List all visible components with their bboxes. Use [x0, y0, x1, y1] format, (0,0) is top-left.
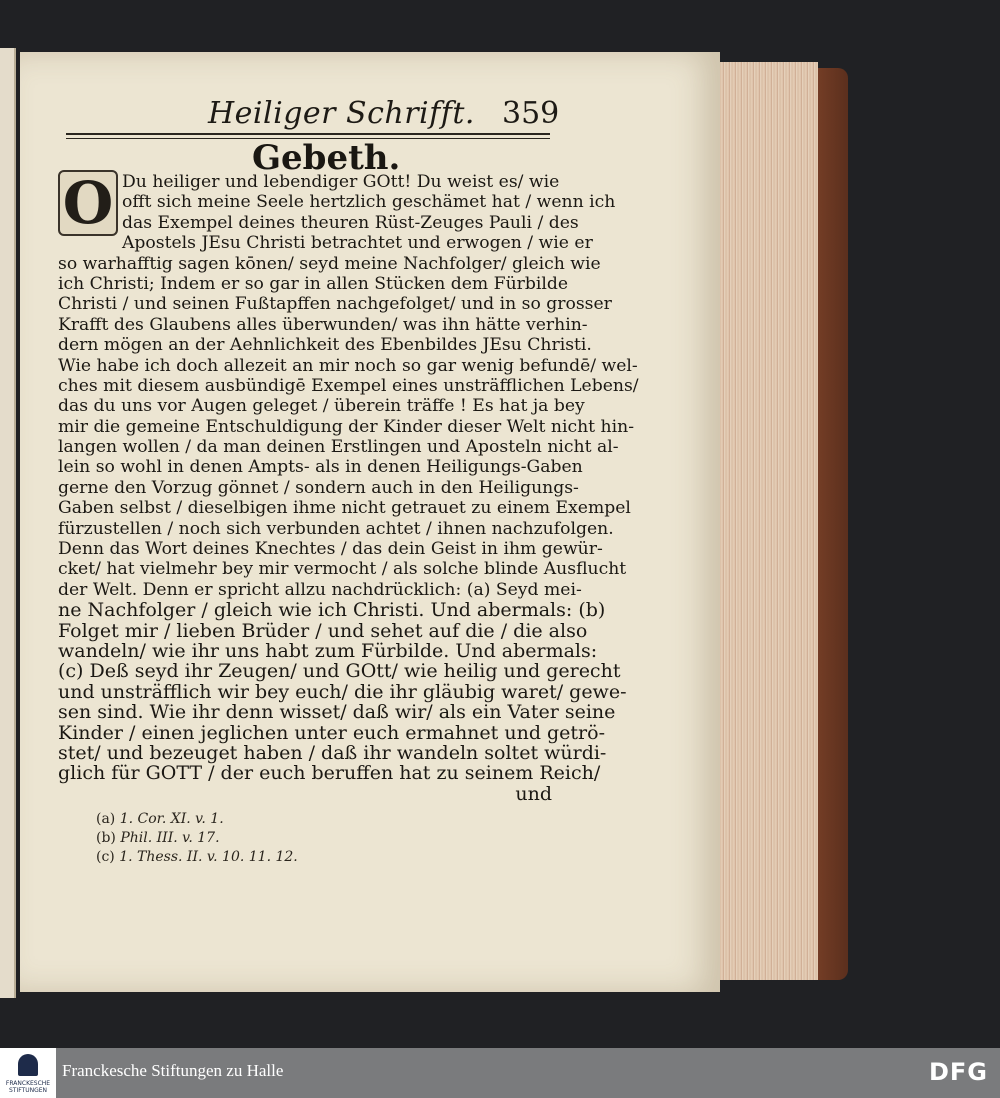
- text-line: der Welt. Denn er spricht allzu nachdrücklich: (a) Seyd mei-: [58, 579, 582, 600]
- text-line: das Exempel deines theuren Rüst-Zeuges Pauli / des: [122, 212, 579, 233]
- footnotes: [96, 810, 298, 867]
- footnote-marker: (b): [96, 830, 116, 846]
- logo-label: FRANCKESCHE STIFTUNGEN: [5, 1080, 51, 1094]
- text-line: das du uns vor Augen geleget / überein träffe ! Es hat ja bey: [58, 396, 585, 417]
- text-line: mir die gemeine Entschuldigung der Kinder dieser Welt nicht hin-: [58, 416, 634, 437]
- section-title: Gebeth.: [252, 138, 401, 178]
- footnote: [96, 829, 298, 848]
- text-line: dern mögen an der Aehnlichkeit des Ebenbildes JEsu Christi.: [58, 335, 592, 356]
- text-line: gerne den Vorzug gönnet / sondern auch in den Heiligungs-: [58, 477, 579, 498]
- page-number: 359: [502, 96, 560, 131]
- text-line: ches mit diesem ausbündigē Exempel eines unsträfflichen Lebens/: [58, 375, 639, 396]
- text-line: cket/ hat vielmehr bey mir vermocht / als solche blinde Ausflucht: [58, 559, 627, 580]
- text-line: wandeln/ wie ihr uns habt zum Fürbilde. Und abermals:: [58, 639, 598, 662]
- text-line: stet/ und bezeuget haben / daß ihr wandeln soltet würdi-: [58, 741, 607, 764]
- catchword: und: [515, 782, 552, 805]
- footnote: [96, 810, 298, 829]
- text-line: Christi / und seinen Fußtapffen nachgefolget/ und in so grosser: [58, 294, 612, 315]
- footnote-reference: 1. Thess. II. v. 10. 11. 12.: [119, 849, 298, 865]
- text-line: Apostels JEsu Christi betrachtet und erwogen / wie er: [122, 233, 593, 254]
- text-line: langen wollen / da man deinen Erstlingen und Aposteln nicht al-: [58, 437, 619, 458]
- text-line: so warhafftig sagen kōnen/ seyd meine Nachfolger/ gleich wie: [58, 253, 601, 274]
- institution-link[interactable]: Franckesche Stiftungen zu Halle: [62, 1061, 284, 1080]
- building-icon: [18, 1054, 38, 1076]
- text-line: glich für GOTT / der euch beruffen hat zu seinem Reich/: [58, 762, 601, 785]
- page-block-edges: [712, 62, 818, 980]
- dfg-logo[interactable]: DFG: [928, 1058, 988, 1086]
- text-line: ich Christi; Indem er so gar in allen Stücken dem Fürbilde: [58, 273, 569, 294]
- text-line: fürzustellen / noch sich verbunden achtet / ihnen nachzufolgen.: [58, 518, 614, 539]
- header-rule: [66, 133, 550, 135]
- text-line: Wie habe ich doch allezeit an mir noch so gar wenig befundē/ wel-: [58, 355, 638, 376]
- running-head: Heiliger Schrifft.: [208, 96, 475, 131]
- text-line: und unsträfflich wir bey euch/ die ihr gläubig waret/ gewe-: [58, 680, 627, 703]
- footnote-reference: 1. Cor. XI. v. 1.: [119, 811, 224, 827]
- text-line: Folget mir / lieben Brüder / und sehet auf die / die also: [58, 619, 588, 642]
- text-line: lein so wohl in denen Ampts- als in denen Heiligungs-Gaben: [58, 457, 583, 478]
- footnote-reference: Phil. III. v. 17.: [120, 830, 220, 846]
- footnote: [96, 848, 298, 867]
- previous-page-edge: [0, 48, 16, 998]
- text-line: Krafft des Glaubens alles überwunden/ was ihn hätte verhin-: [58, 314, 588, 335]
- text-line: ne Nachfolger / gleich wie ich Christi. Und abermals: (b): [58, 599, 606, 622]
- text-line: (c) Deß seyd ihr Zeugen/ und GOtt/ wie heilig und gerecht: [58, 660, 621, 683]
- footnote-marker: (a): [96, 811, 116, 827]
- text-line: sen sind. Wie ihr denn wisset/ daß wir/ als ein Vater seine: [58, 701, 616, 724]
- text-line: Kinder / einen jeglichen unter euch ermahnet und getrö-: [58, 721, 606, 744]
- decorated-initial: O: [58, 170, 118, 236]
- footnote-marker: (c): [96, 849, 115, 865]
- text-line: Gaben selbst / dieselbigen ihme nicht getrauet zu einem Exempel: [58, 498, 631, 519]
- text-line: Du heiliger und lebendiger GOtt! Du weist es/ wie: [122, 172, 560, 192]
- franckesche-stiftungen-logo[interactable]: [0, 1048, 56, 1098]
- text-line: Denn das Wort deines Knechtes / das dein Geist in ihm gewür-: [58, 539, 603, 560]
- viewer-footer: [0, 1048, 1000, 1098]
- prayer-text: [58, 172, 639, 805]
- text-line: offt sich meine Seele hertzlich geschämet hat / wenn ich: [122, 192, 616, 213]
